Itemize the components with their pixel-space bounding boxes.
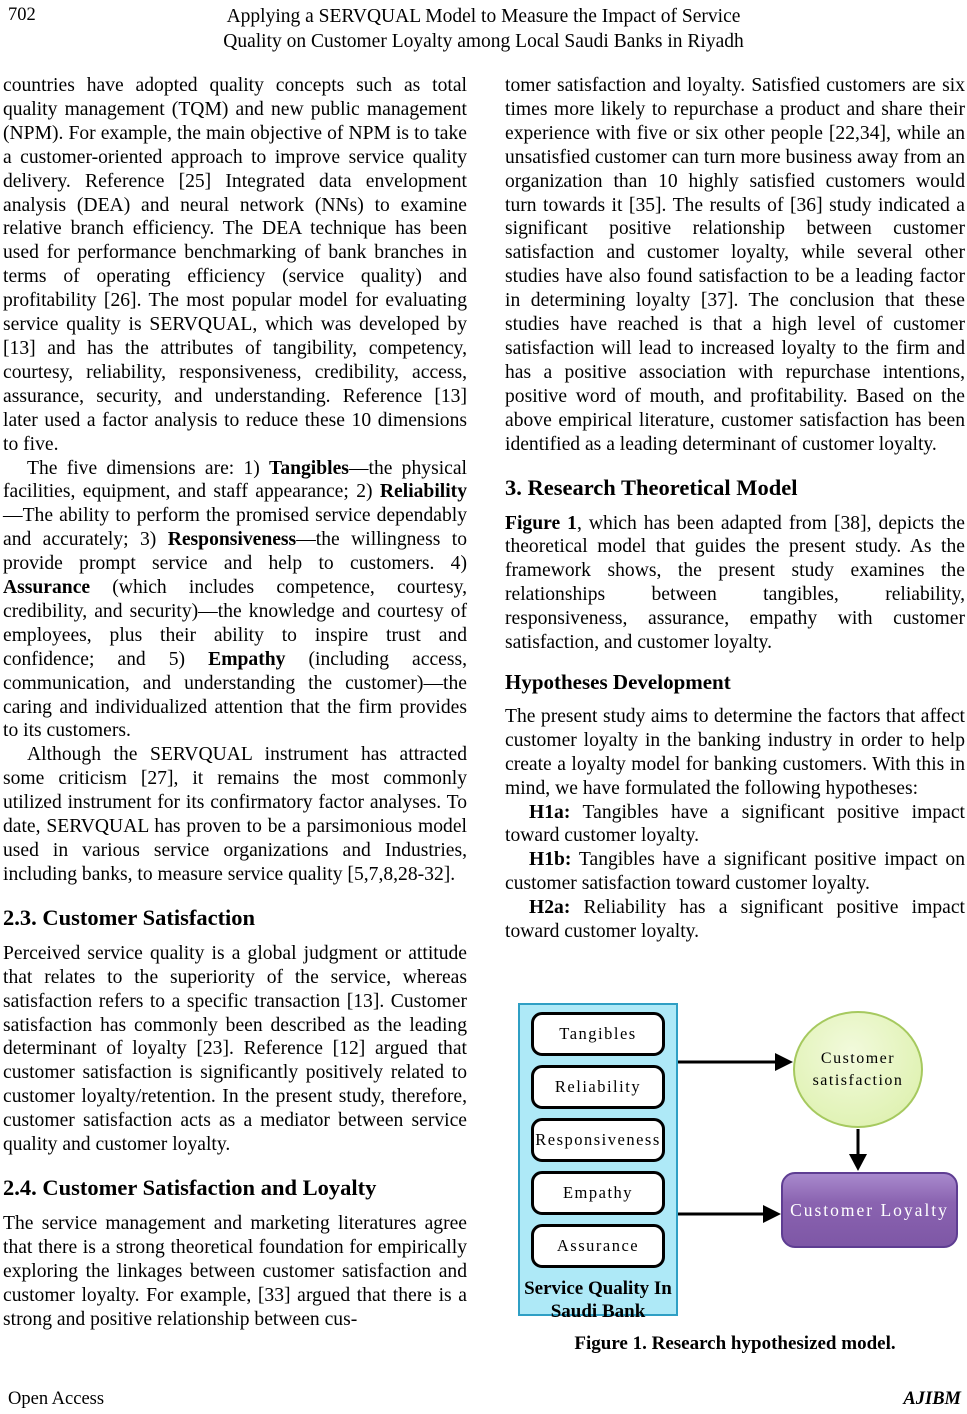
arrow-to-loyalty xyxy=(678,1205,781,1223)
figure-box-empathy: Empathy xyxy=(531,1171,665,1215)
paragraph: Figure 1, which has been adapted from [38], depicts the theoretical model that guides the present study. As the framework shows, the present study examines the relationships between tangibles, reliability, responsiveness, assurance, empathy with customer satisfaction, and customer loyalty. xyxy=(505,512,965,654)
figure-box-customer-loyalty: Customer Loyalty xyxy=(781,1172,958,1248)
paragraph: countries have adopted quality concepts such as total quality management (TQM) and new public management (NPM). For example, the main objective of NPM is to take a customer-oriented approach to improve service quality delivery. Reference [25] Integrated data envelopment analysis (DEA) and neural network (NNs) to examine relative branch efficiency. The DEA technique has been used for performance benchmarking of bank branches in terms of operating efficiency (service quality) and profitability [26]. The most popular model for evaluating service quality is SERVQUAL, which was developed by [13] and has the attributes of tangibility, competency, courtesy, reliability, responsiveness, credibility, access, assurance, security, and understanding. Reference [13] later used a factor analysis to reduce these 10 dimensions to five. xyxy=(3,75,467,455)
figure-box-responsiveness: Responsiveness xyxy=(531,1118,665,1162)
paragraph: Perceived service quality is a global judgment or attitude that relates to the superiority of the service, whereas satisfaction refers to a specific transaction [13]. Customer satisfaction has commonly been described as the leading determinant of loyalty [23]. Reference [12] argued that customer satisfaction is significantly positively related to customer loyalty/retention. In the present study, therefore, customer satisfaction acts as a mediator between service quality and customer loyalty. xyxy=(3,942,467,1156)
figure-research-model xyxy=(505,1000,965,1320)
footer-open-access: Open Access xyxy=(8,1389,105,1409)
section-heading-2-4: 2.4. Customer Satisfaction and Loyalty xyxy=(3,1174,377,1200)
paper-title-line1: Applying a SERVQUAL Model to Measure the Impact of Service xyxy=(226,6,741,27)
paragraph: Although the SERVQUAL instrument has attracted some criticism [27], it remains the most commonly utilized instrument for its confirmatory factor analyses. To date, SERVQUAL has proven to be a parsimonious model used in various service organizations and Industries, including banks, to measure service quality [5,7,8,28-32]. xyxy=(3,744,467,885)
figure-container-label-line2: Saudi Bank xyxy=(550,1301,646,1322)
figure-ellipse-label-line1: Customer xyxy=(820,1049,896,1067)
footer-journal-abbrev: AJIBM xyxy=(903,1389,961,1409)
arrow-to-satisfaction xyxy=(678,1053,793,1071)
section-heading-2-3: 2.3. Customer Satisfaction xyxy=(3,904,256,930)
figure-box-reliability: Reliability xyxy=(531,1065,665,1109)
figure-ellipse-label-line2: satisfaction xyxy=(812,1071,904,1089)
paper-title-line2: Quality on Customer Loyalty among Local Saudi Banks in Riyadh xyxy=(223,31,744,52)
paper-title xyxy=(0,4,967,54)
paragraph: tomer satisfaction and loyalty. Satisfied customers are six times more likely to repurchase a product and share their experience with five or six other people [22,34], while an unsatisfied customer can turn more business away from an organization than 10 highly satisfied customers would turn towards it [35]. The results of [36] study indicated a significant positive relationship between customer satisfaction and customer loyalty, while several other studies have also found satisfaction to be a leading factor in determining loyalty [37]. The conclusion that these studies have reached is that a high level of customer satisfaction will lead to increased loyalty to the firm and has a positive association with repurchase intentions, positive word of mouth, and profitability. Based on the above empirical literature, customer satisfaction has been identified as a leading determinant of customer loyalty. xyxy=(505,75,965,455)
paragraph: The five dimensions are: 1) Tangibles—the physical facilities, equipment, and staff appearance; 2) Reliability—The ability to perform the promised service dependably and accurately; 3) Responsiveness—the willingness to provide prompt service and help to customers. 4) Assurance (which includes competence, courtesy, credibility, and security)—the knowledge and courtesy of employees, plus their ability to inspire trust and confidence; and 5) Empathy (including access, communication, and understanding the customer)—the caring and individualized attention that the firm provides to its customers. xyxy=(3,457,467,742)
paragraph: The service management and marketing literatures agree that there is a strong theoretical foundation for empirically exploring the linkages between customer satisfaction and customer loyalty. For example, [33] argued that there is a strong and positive relationship between cus- xyxy=(3,1212,467,1330)
hypothesis-h1a: H1a: Tangibles have a significant positive impact toward customer loyalty. xyxy=(505,801,965,847)
column-left xyxy=(3,74,467,1332)
paragraph: The present study aims to determine the factors that affect customer loyalty in the banking industry in order to help create a loyalty model for banking customers. With this in mind, we have formulated the following hypotheses: xyxy=(505,705,965,799)
hypothesis-h2a: H2a: Reliability has a significant positive impact toward customer loyalty. xyxy=(505,897,965,943)
figure-box-tangibles: Tangibles xyxy=(531,1012,665,1056)
figure-caption: Figure 1. Research hypothesized model. xyxy=(574,1333,896,1354)
hypothesis-h1b: H1b: Tangibles have a significant positive impact on customer satisfaction toward customer loyalty. xyxy=(505,849,965,895)
section-heading-3: 3. Research Theoretical Model xyxy=(505,474,798,500)
page-number: 702 xyxy=(8,5,36,25)
column-right xyxy=(505,74,965,944)
figure-arrows xyxy=(505,1000,965,1320)
arrow-satisfaction-to-loyalty xyxy=(849,1129,867,1171)
figure-container-label-line1: Service Quality In xyxy=(524,1278,672,1299)
subsection-heading-hypotheses: Hypotheses Development xyxy=(505,669,731,694)
figure-box-assurance: Assurance xyxy=(531,1224,665,1268)
